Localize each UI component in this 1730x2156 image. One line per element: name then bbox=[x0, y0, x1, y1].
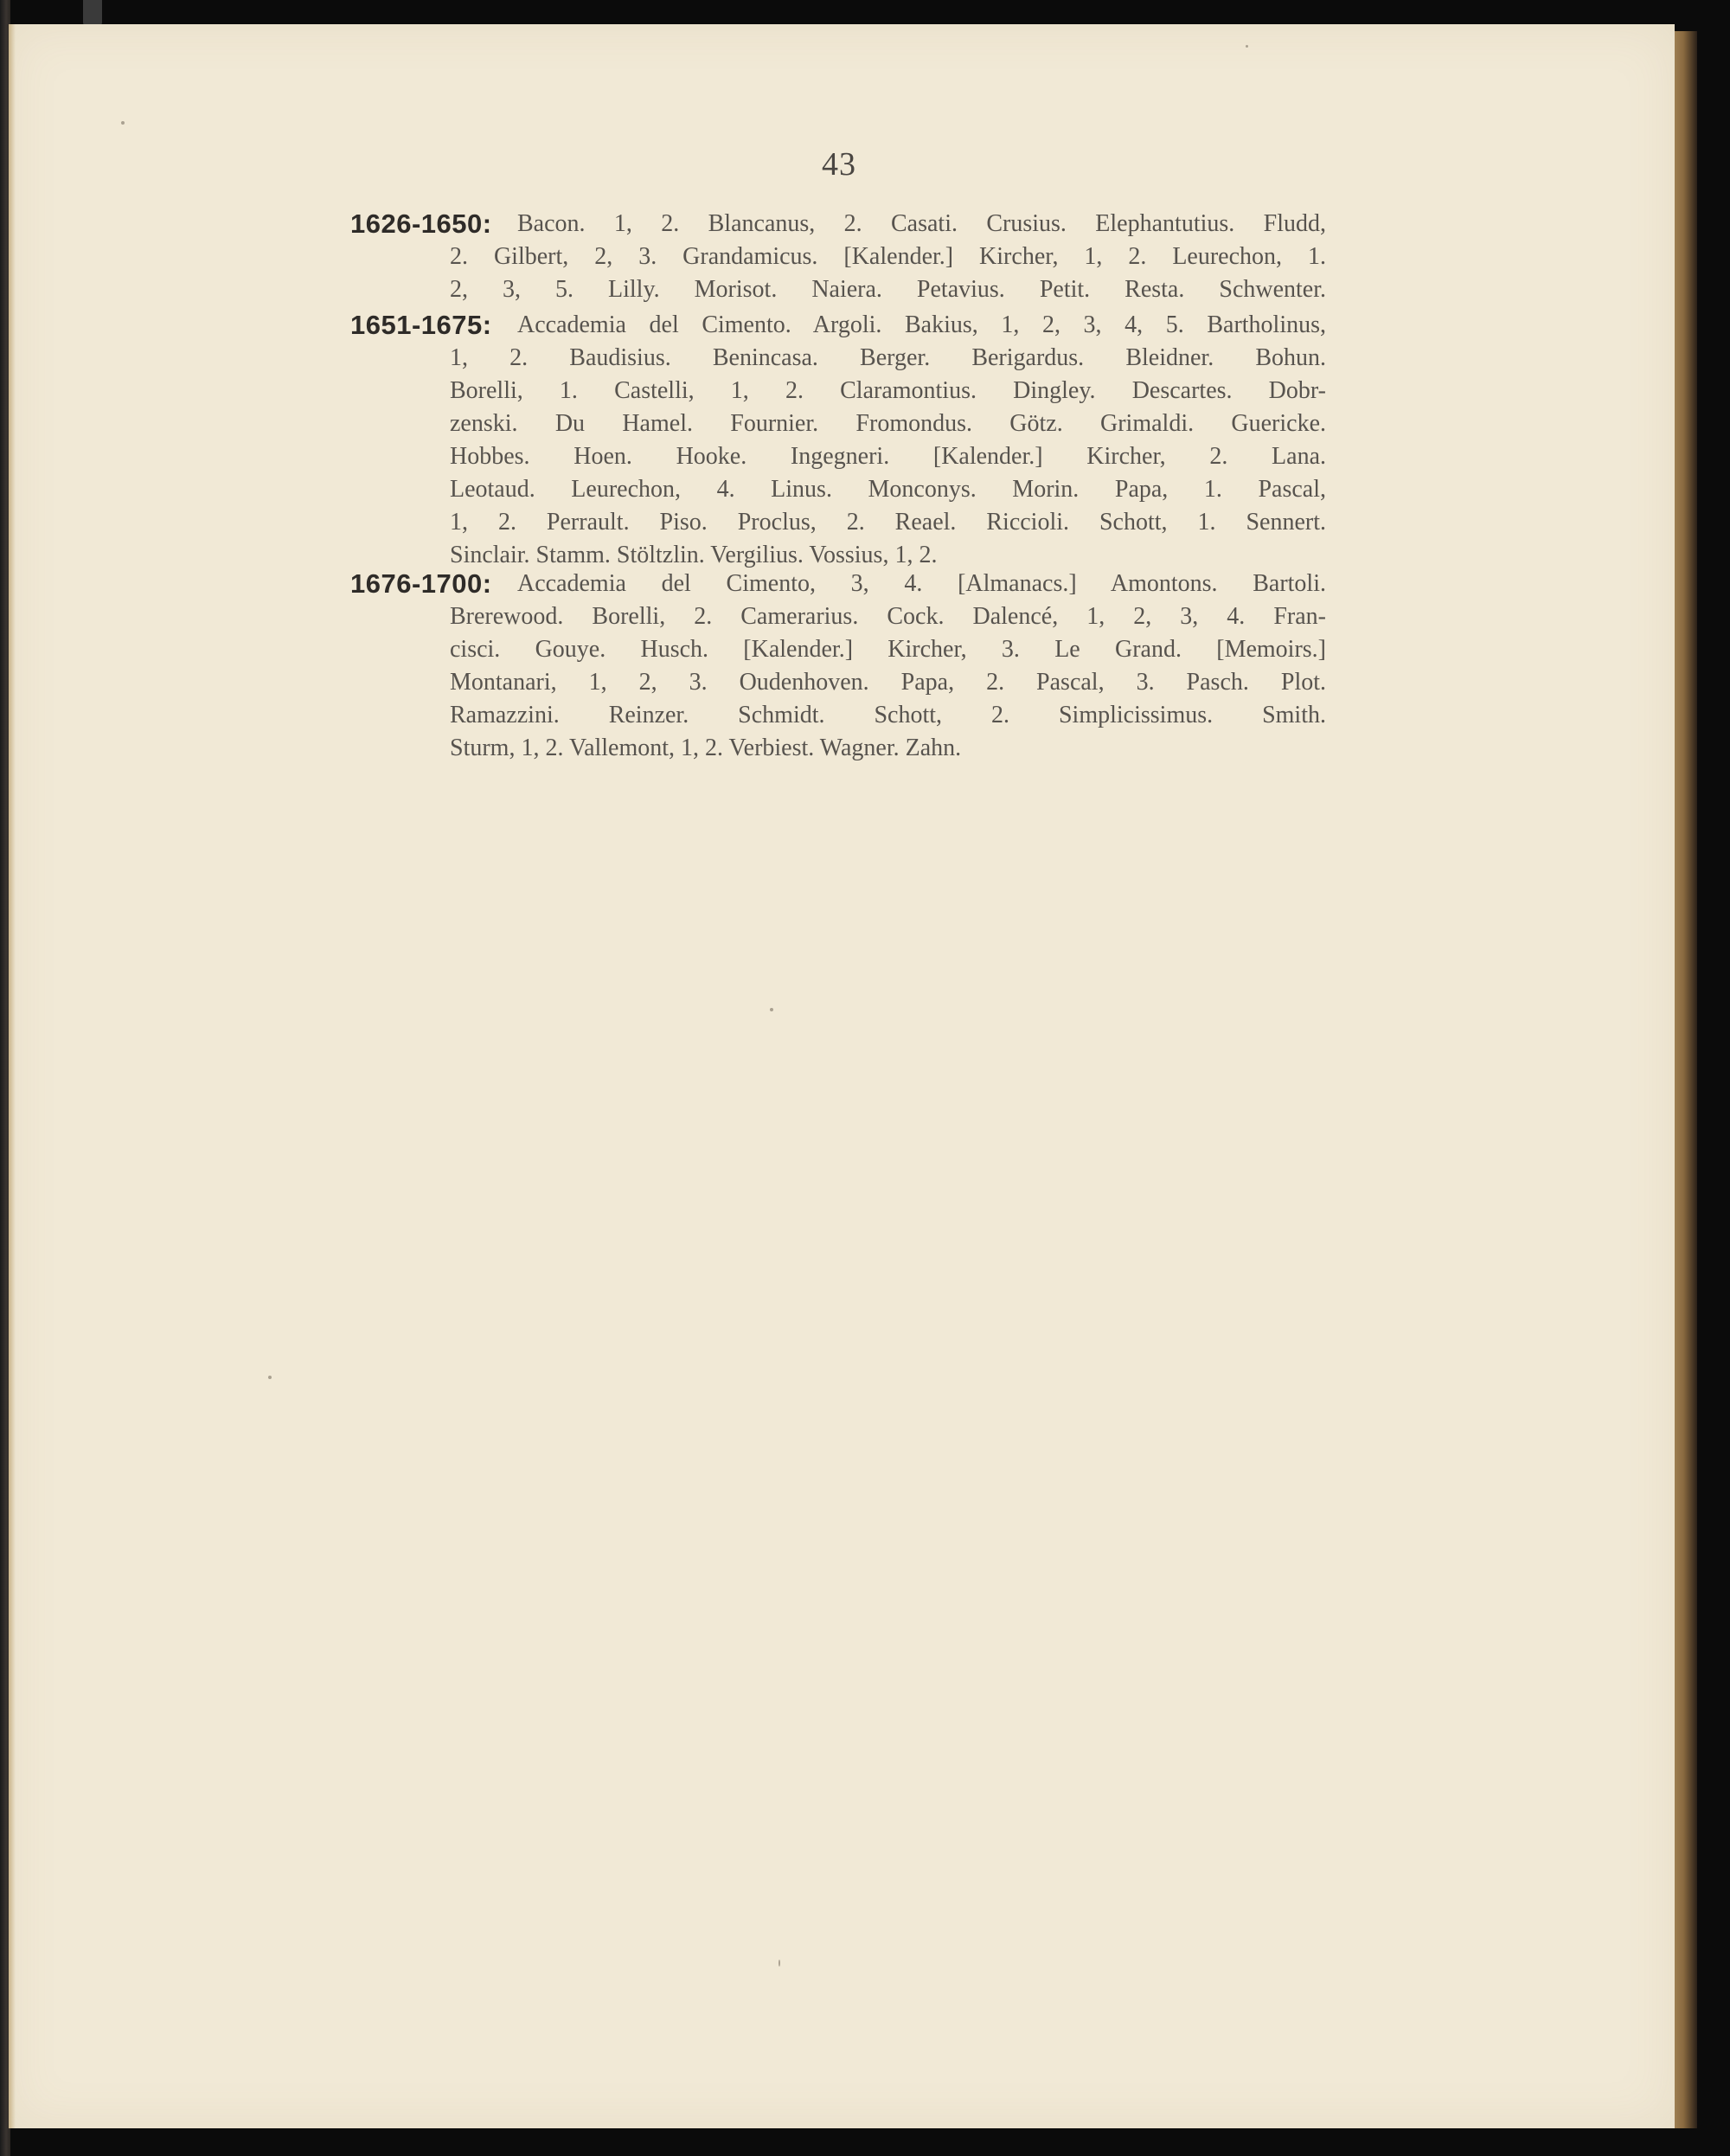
entry-line: 2. Gilbert, 2, 3. Grandamicus. [Kalender.] Kircher, 1, 2. Leurechon, 1. bbox=[450, 243, 1326, 270]
chronology-entry-1626-1650 bbox=[350, 208, 1326, 306]
paper-speck bbox=[778, 1960, 780, 1967]
chronology-entry-1676-1700 bbox=[350, 568, 1326, 765]
entry-line: zenski. Du Hamel. Fournier. Fromondus. Götz. Grimaldi. Guericke. bbox=[450, 410, 1326, 437]
paper-speck bbox=[1246, 45, 1248, 48]
entry-line: Hobbes. Hoen. Hooke. Ingegneri. [Kalender.] Kircher, 2. Lana. bbox=[450, 443, 1326, 470]
entry-line: cisci. Gouye. Husch. [Kalender.] Kircher, 3. Le Grand. [Memoirs.] bbox=[450, 636, 1326, 663]
period-heading: 1676-1700: bbox=[350, 568, 492, 599]
entry-line: Sinclair. Stamm. Stöltzlin. Vergilius. Vossius, 1, 2. bbox=[450, 542, 938, 568]
entry-line: Leotaud. Leurechon, 4. Linus. Monconys. Morin. Papa, 1. Pascal, bbox=[450, 476, 1326, 503]
entry-line: 1, 2. Perrault. Piso. Proclus, 2. Reael. Riccioli. Schott, 1. Sennert. bbox=[450, 509, 1326, 536]
entry-line bbox=[350, 309, 1326, 342]
entry-line-text: Accademia del Cimento, 3, 4. [Almanacs.] Amontons. Bartoli. bbox=[517, 570, 1326, 597]
entry-line-text: Bacon. 1, 2. Blancanus, 2. Casati. Crusius. Elephantutius. Fludd, bbox=[517, 210, 1326, 237]
entry-line-text: Accademia del Cimento. Argoli. Bakius, 1, 2, 3, 4, 5. Bartholinus, bbox=[517, 311, 1326, 338]
page-gutter-shadow bbox=[9, 24, 16, 2128]
chronology-entry-1651-1675 bbox=[350, 309, 1326, 572]
entry-line: Ramazzini. Reinzer. Schmidt. Schott, 2. Simplicissimus. Smith. bbox=[450, 702, 1326, 728]
entry-line bbox=[350, 208, 1326, 241]
entry-line: 1, 2. Baudisius. Benincasa. Berger. Berigardus. Bleidner. Bohun. bbox=[450, 344, 1326, 371]
entry-line: 2, 3, 5. Lilly. Morisot. Naiera. Petavius. Petit. Resta. Schwenter. bbox=[450, 276, 1326, 303]
entry-line: Borelli, 1. Castelli, 1, 2. Claramontius. Dingley. Descartes. Dobr- bbox=[450, 377, 1326, 404]
entry-line: Sturm, 1, 2. Vallemont, 1, 2. Verbiest. Wagner. Zahn. bbox=[450, 735, 962, 761]
page-number: 43 bbox=[822, 146, 856, 183]
paper-speck bbox=[121, 121, 125, 125]
scanner-clip bbox=[83, 0, 102, 26]
period-heading: 1651-1675: bbox=[350, 310, 492, 340]
period-heading: 1626-1650: bbox=[350, 209, 492, 239]
paper-speck bbox=[268, 1376, 272, 1379]
entry-line: Montanari, 1, 2, 3. Oudenhoven. Papa, 2. Pascal, 3. Pasch. Plot. bbox=[450, 669, 1326, 696]
paper-speck bbox=[770, 1008, 773, 1011]
entry-line: Brerewood. Borelli, 2. Camerarius. Cock. Dalencé, 1, 2, 3, 4. Fran- bbox=[450, 603, 1326, 630]
entry-line bbox=[350, 568, 1326, 600]
